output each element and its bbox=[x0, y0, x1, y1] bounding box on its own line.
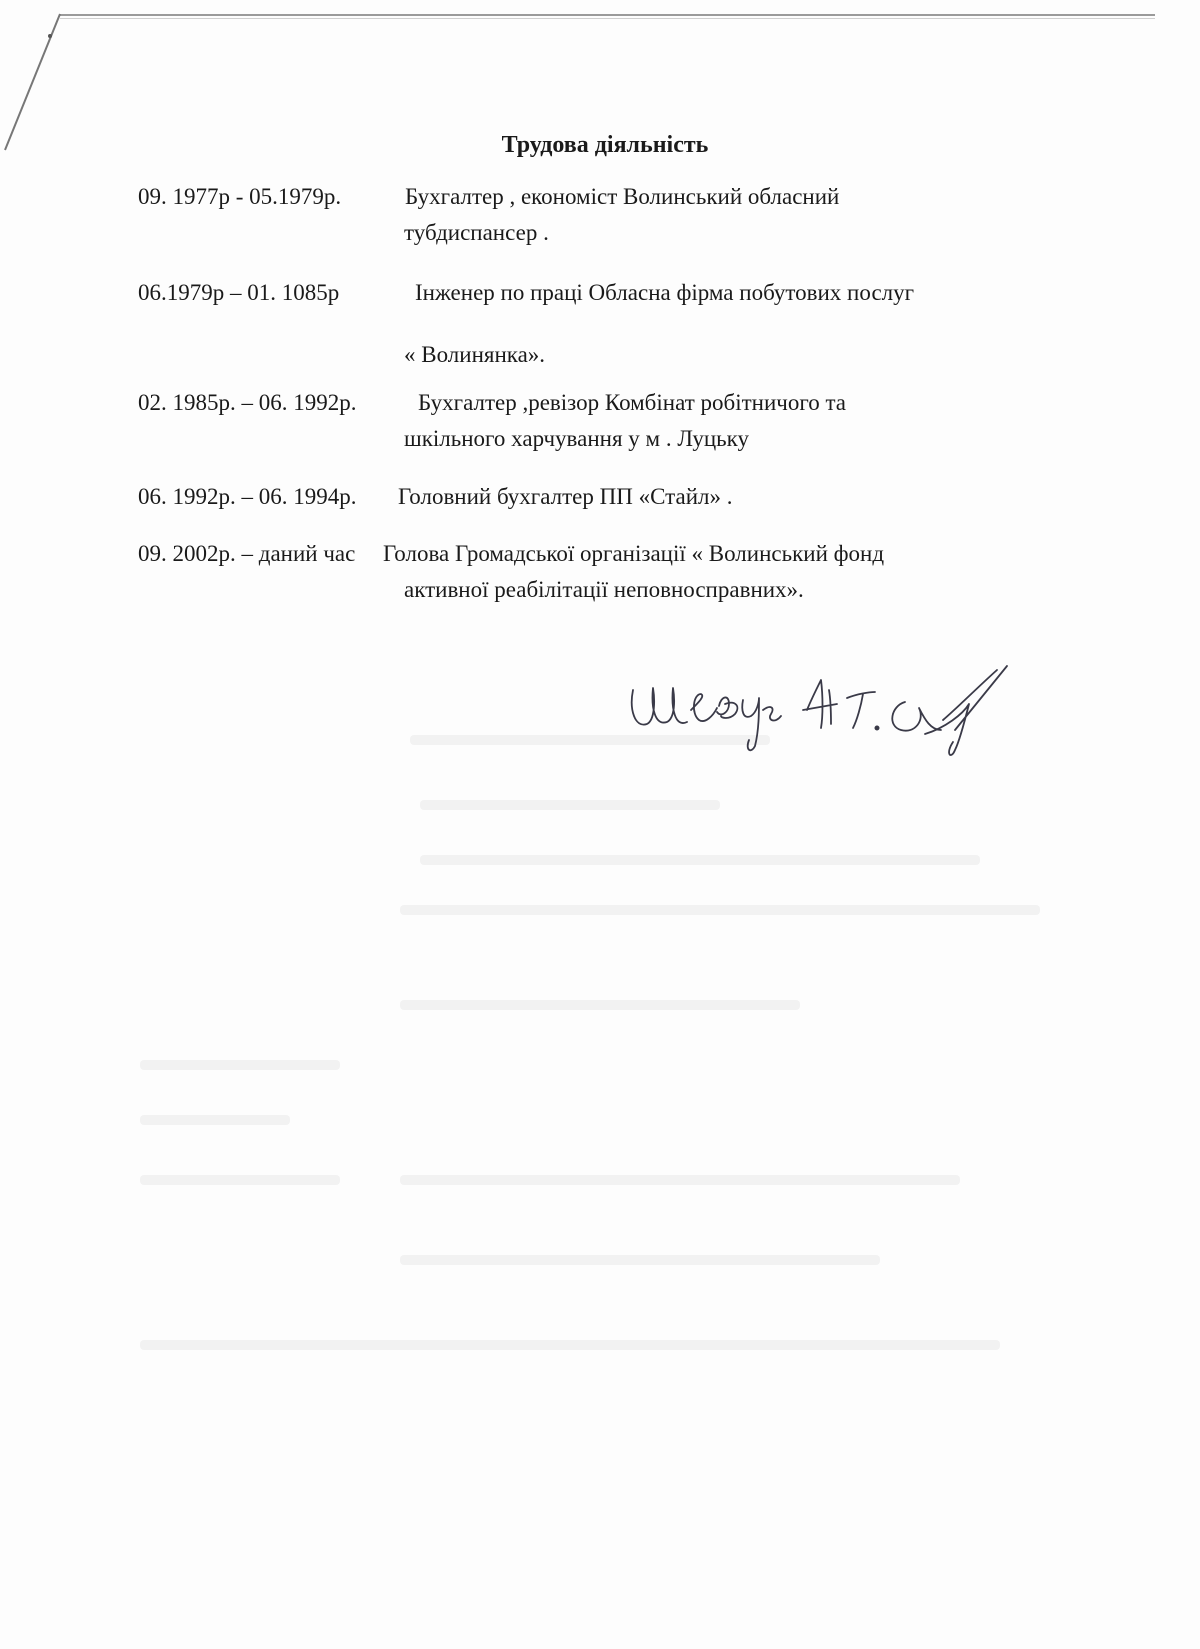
entry-position: Головний бухгалтер ПП «Стайл» . bbox=[398, 484, 733, 509]
entry-position-continued: тубдиспансер . bbox=[404, 220, 549, 245]
handwritten-signature bbox=[625, 650, 1065, 770]
entry-period: 09. 2002р. – даний час bbox=[138, 541, 356, 566]
entry-period: 02. 1985р. – 06. 1992р. bbox=[138, 390, 357, 415]
top-border-line-secondary bbox=[60, 18, 1155, 19]
entry-period: 09. 1977р - 05.1979р. bbox=[138, 184, 342, 209]
entry-position-continued: « Волинянка». bbox=[404, 342, 546, 367]
page-title: Трудова діяльність bbox=[501, 132, 709, 158]
entry-position: Бухгалтер , економіст Волинський обласний bbox=[405, 184, 840, 209]
entry-position: Бухгалтер ,ревізор Комбінат робітничого та bbox=[418, 390, 846, 415]
entry-position: Інженер по праці Обласна фірма побутових послуг bbox=[415, 280, 915, 305]
entry-period: 06. 1992р. – 06. 1994р. bbox=[138, 484, 357, 509]
entry-position-continued: шкільного харчування у м . Луцьку bbox=[404, 426, 749, 451]
top-border-line bbox=[60, 14, 1155, 16]
entry-position-continued: активної реабілітації неповносправних». bbox=[404, 577, 804, 602]
entry-position: Голова Громадської організації « Волинський фонд bbox=[383, 541, 885, 566]
entry-period: 06.1979р – 01. 1085р bbox=[138, 280, 340, 305]
